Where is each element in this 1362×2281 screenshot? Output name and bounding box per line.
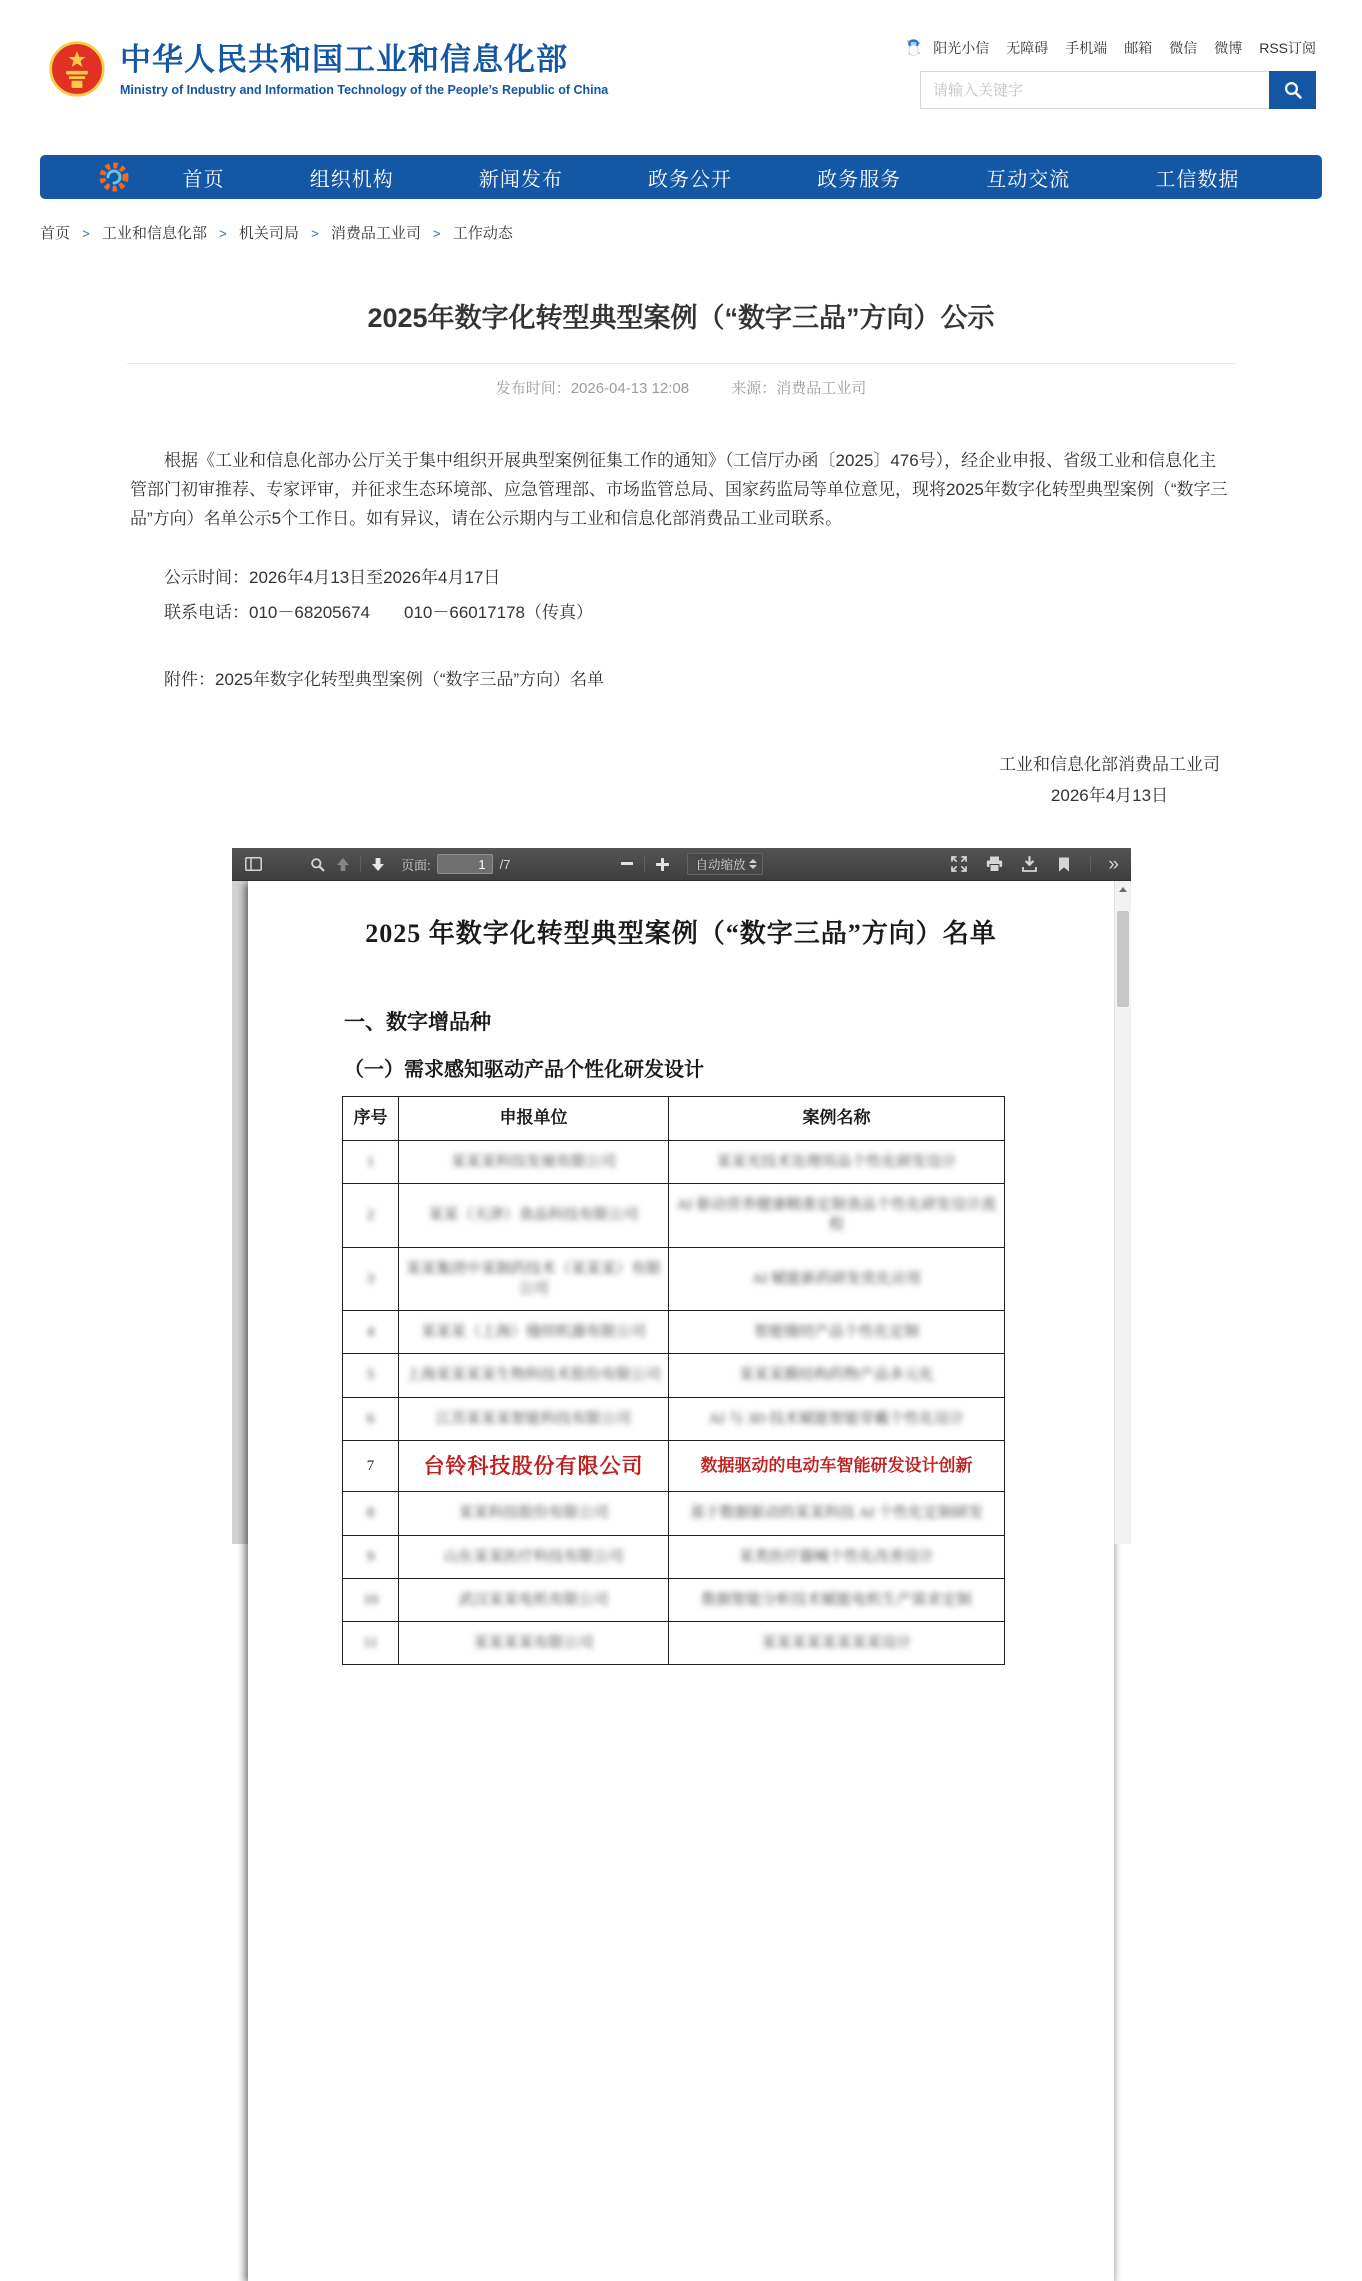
table-header-row — [343, 1097, 1005, 1141]
nav-item-gov-services[interactable]: 政务服务 — [817, 168, 902, 191]
col-header-org: 申报单位 — [399, 1097, 669, 1141]
print-icon — [986, 856, 1003, 872]
page-label: 页面: — [401, 857, 431, 873]
pdf-toolbar — [232, 848, 1131, 881]
col-header-no: 序号 — [343, 1097, 399, 1141]
breadcrumb — [40, 222, 513, 243]
sidebar-toggle-button[interactable] — [240, 852, 266, 876]
table-row: 4 某某某（上海）缝纫机器有限公司 智能缝纫产品个性化定制 — [343, 1311, 1005, 1354]
col-header-case: 案例名称 — [669, 1097, 1005, 1141]
table-row: 11 某某某某有限公司 某某某某某某某某设计 — [343, 1622, 1005, 1665]
pdf-viewer — [232, 848, 1131, 1652]
page-number-input[interactable] — [437, 854, 493, 874]
attachment-line: 附件：2025年数字化转型典型案例（“数字三品”方向）名单 — [164, 670, 605, 690]
miit-logo-icon — [98, 161, 130, 193]
breadcrumb-miit[interactable]: 工业和信息化部 — [101, 225, 207, 242]
breadcrumb-separator: > — [219, 226, 227, 241]
table-row: 5 上海某某某某生物科技术股份有限公司 某某某膜结构药物产品多元化 — [343, 1354, 1005, 1397]
find-button[interactable] — [304, 852, 330, 876]
scroll-up-arrow-icon[interactable] — [1115, 881, 1131, 897]
zoom-in-button[interactable] — [649, 852, 675, 876]
signature-date: 2026年4月13日 — [1050, 786, 1169, 805]
quick-link-rss[interactable]: RSS订阅 — [1259, 40, 1316, 56]
pdf-doc-section: 一、数字增品种 — [344, 1010, 491, 1034]
breadcrumb-separator: > — [433, 226, 441, 241]
select-arrows-icon — [749, 859, 757, 869]
quick-link-mobile[interactable]: 手机端 — [1065, 40, 1108, 56]
arrow-up-icon — [336, 857, 350, 872]
download-button[interactable] — [1016, 852, 1042, 876]
pdf-canvas — [232, 881, 1131, 1652]
search-button[interactable] — [1269, 71, 1316, 109]
signature-department: 工业和信息化部消费品工业司 — [999, 755, 1220, 775]
breadcrumb-separator: > — [82, 226, 90, 241]
breadcrumb-departments[interactable]: 机关司局 — [238, 225, 299, 242]
publish-time: 发布时间：2026-04-13 12:08 — [495, 380, 690, 397]
pdf-page — [248, 881, 1114, 2281]
article-meta — [0, 377, 1362, 398]
article-source: 来源：消费品工业司 — [731, 380, 867, 397]
bookmark-button[interactable] — [1051, 852, 1077, 876]
site-name-zh: 中华人民共和国工业和信息化部 — [120, 42, 568, 78]
page-up-button[interactable] — [330, 852, 356, 876]
presentation-mode-button[interactable] — [946, 852, 972, 876]
title-divider — [127, 363, 1235, 364]
breadcrumb-work-updates: 工作动态 — [452, 225, 513, 242]
table-row-highlighted: 7 台铃科技股份有限公司 数据驱动的电动车智能研发设计创新 — [343, 1440, 1005, 1491]
zoom-out-button[interactable] — [614, 852, 640, 876]
quick-link-accessibility[interactable]: 无障碍 — [1006, 40, 1049, 56]
table-row: 9 山东某某医疗科技有限公司 某类医疗器械个性化改善设计 — [343, 1535, 1005, 1578]
table-row: 10 武汉某某电机有限公司 数据智能分析技术赋能电机生产需求定制 — [343, 1578, 1005, 1621]
nav-item-news[interactable]: 新闻发布 — [478, 168, 563, 191]
plus-icon — [656, 858, 669, 871]
site-header — [0, 0, 1362, 150]
signature-block — [0, 750, 1220, 811]
article — [0, 260, 1362, 812]
pdf-doc-table — [342, 1096, 1005, 1665]
expand-icon — [951, 856, 967, 872]
page-down-button[interactable] — [365, 852, 391, 876]
table-row: 1 某某某科技发展有限公司 某某光技术处理用品个性化研发设计 — [343, 1140, 1005, 1183]
site-name-en: Ministry of Industry and Information Technology of the People’s Republic of China — [120, 82, 609, 97]
print-button[interactable] — [981, 852, 1007, 876]
quick-link-weibo[interactable]: 微博 — [1214, 40, 1243, 56]
download-icon — [1022, 856, 1037, 872]
arrow-down-icon — [371, 857, 385, 872]
national-emblem-icon — [48, 40, 106, 98]
search-icon — [1283, 80, 1303, 100]
more-tools-button[interactable]: » — [1108, 853, 1119, 875]
page-title: 2025年数字化转型典型案例（“数字三品”方向）公示 — [367, 303, 995, 333]
zoom-select-value: 自动缩放 — [695, 858, 746, 872]
table-row: 8 某某科技股份有限公司 基于数据驱动的某某科技 AI 个性化定制研发 — [343, 1492, 1005, 1535]
nav-item-miit-data[interactable]: 工信数据 — [1155, 168, 1240, 191]
pdf-doc-title: 2025 年数字化转型典型案例（“数字三品”方向）名单 — [365, 919, 997, 948]
pdf-scrollbar[interactable] — [1114, 881, 1131, 1544]
sidebar-toggle-icon — [245, 857, 262, 871]
minus-icon — [621, 862, 633, 866]
nav-item-interaction[interactable]: 互动交流 — [986, 168, 1071, 191]
highlight-org: 台铃科技股份有限公司 — [423, 1453, 644, 1478]
table-row: 6 江苏某某某智能科技有限公司 AI 与 3D 技术赋能智能穿戴个性化设计 — [343, 1397, 1005, 1440]
contact-phone: 联系电话：010－68205674 010－66017178（传真） — [164, 602, 594, 622]
scrollbar-thumb[interactable] — [1117, 911, 1129, 1007]
quick-link-mail[interactable]: 邮箱 — [1124, 40, 1153, 56]
nav-item-organization[interactable]: 组织机构 — [309, 168, 394, 191]
article-paragraph: 根据《工业和信息化部办公厅关于集中组织开展典型案例征集工作的通知》（工信厅办函〔2025〕476号），经企业申报、省级工业和信息化主管部门初审推荐、专家评审，并征求生态环境部、应急管理部、市场监管总局、国家药监局等单位意见，现将2025年数字化转型典型案例（“数字三品”方向）名单公示5个工作日。如有异议，请在公示期内与工业和信息化部消费品工业司联系。 — [130, 451, 1228, 529]
main-nav — [40, 155, 1322, 199]
quick-links — [920, 38, 1316, 58]
xiaoxin-mascot-icon — [905, 38, 922, 58]
table-row: 3 某某集团中某制药技术（某某某）有限公司 AI 赋能新药研发优化应用 — [343, 1247, 1005, 1311]
highlight-case: 数据驱动的电动车智能研发设计创新 — [700, 1455, 973, 1475]
site-search — [920, 71, 1316, 109]
notice-period: 公示时间：2026年4月13日至2026年4月17日 — [164, 567, 501, 587]
quick-link-wechat[interactable]: 微信 — [1169, 40, 1198, 56]
site-name-block — [120, 41, 608, 96]
page-total: /7 — [499, 856, 511, 872]
quick-link-yangguangxiaoxin[interactable]: 阳光小信 — [933, 40, 990, 56]
bookmark-icon — [1058, 857, 1070, 872]
nav-item-gov-affairs[interactable]: 政务公开 — [647, 168, 732, 191]
search-icon — [310, 857, 325, 872]
zoom-select[interactable] — [687, 853, 763, 875]
table-row: 2 某某（天津）食品科技有限公司 AI 驱动营养健康精准定制食品个性化研发设计流程 — [343, 1184, 1005, 1248]
breadcrumb-home[interactable]: 首页 — [40, 225, 71, 242]
breadcrumb-consumer-goods[interactable]: 消费品工业司 — [330, 225, 421, 242]
breadcrumb-separator: > — [311, 226, 319, 241]
search-input[interactable] — [920, 71, 1269, 109]
site-logo-group[interactable] — [48, 40, 608, 98]
nav-item-home[interactable]: 首页 — [182, 168, 225, 191]
pdf-doc-subsection: （一）需求感知驱动产品个性化研发设计 — [344, 1059, 704, 1081]
